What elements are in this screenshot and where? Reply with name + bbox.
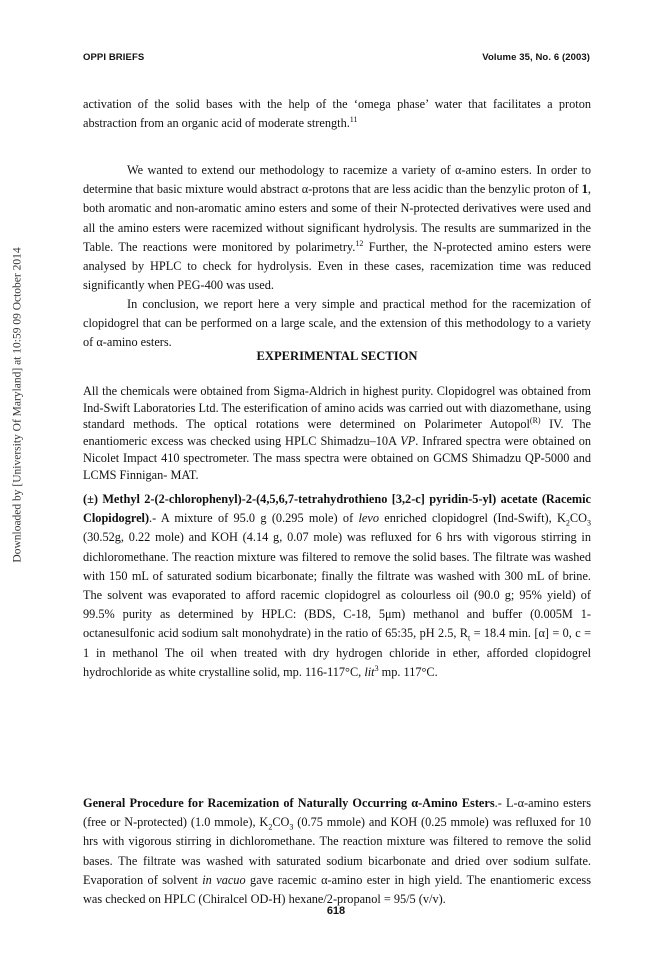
section-heading: EXPERIMENTAL SECTION — [256, 349, 418, 363]
paragraph-text: (30.52g, 0.22 mole) and KOH (4.14 g, 0.07 mole) was refluxed for 6 hrs with vigorous stirring in dichloromethane. The reaction mixture was filtered to remove the solid bases. The filtrate was washed with 150 mL of saturated sodium bicarbonate; finally the filtrate was washed with 300 mL of brine. The solvent was evaporated to afford racemic clopidogrel as colourless oil (90.0 g; 95% yield) of 99.5% purity as determined by HPLC: (BDS, C-18, 5μm) methanol and buffer (0.005M 1-octanesulfonic acid sodium salt monohydrate) in the ratio of 65:35, pH 2.5, R — [83, 530, 591, 641]
paragraph-text: .- A mixture of 95.0 g (0.295 mole) of — [149, 511, 359, 526]
reference-marker: 11 — [349, 115, 358, 125]
paragraph-text: We wanted to extend our methodology to racemize a variety of α-amino esters. In order to determine that basic mixture would abstract α-protons that are less acidic than the benzylic proton of — [83, 163, 591, 197]
italic-term: levo — [358, 511, 379, 526]
paragraph-text: All the chemicals were obtained from Sigma-Aldrich in highest purity. Clopidogrel was obtained from Ind-Swift Laboratories Ltd. The esterification of amino acids was carried out with diazomethane, using standard methods. The optical rotations were determined on Polarimeter Autopol — [83, 384, 591, 432]
reference-marker: 3 — [374, 663, 379, 673]
subscript: 2 — [565, 518, 570, 528]
paragraph-text: enriched clopidogrel (Ind-Swift), K — [378, 511, 566, 526]
running-header-journal: OPPI BRIEFS — [83, 52, 145, 63]
subscript: 3 — [586, 518, 591, 528]
paragraph-text: CO — [272, 815, 290, 830]
paragraph-text: = 18.4 min. [α] = 0, c = 1 in methanol The oil when treated with dry hydrogen chloride in ether, afforded clopidogrel hydrochloride as white crystalline solid, mp. 116-117°C, — [83, 626, 591, 679]
paragraph-text: mp. 117°C. — [378, 664, 438, 679]
registered-mark: (R) — [529, 416, 541, 426]
compound-number: 1 — [581, 182, 588, 197]
paragraph-amino-esters — [83, 161, 591, 295]
model-suffix: VP — [400, 434, 416, 449]
paragraph-text: In conclusion, we report here a very simple and practical method for the racemization of clopidogrel that can be performed on a large scale, and the extension of this methodology to a variety of α-amino esters. — [83, 297, 591, 350]
paragraph-conclusion — [83, 295, 591, 353]
paragraph-experimental-general — [83, 383, 591, 483]
paragraph-text: , both aromatic and non-aromatic amino esters and some of their N-protected derivatives were used and all the amino esters were racemized without significant hydrolysis. The results are summarized in the Table. The reactions were monitored by polarimetry. — [83, 182, 591, 254]
subscript: 2 — [268, 822, 273, 832]
paragraph-text: CO — [569, 511, 587, 526]
paragraph-general-procedure — [83, 794, 591, 909]
paragraph-text: gave racemic α-amino ester in high yield. The enantiomeric excess was checked on HPLC (Chiralcel OD-H) hexane/2-propanol = 95/5 (v/v). — [83, 872, 591, 907]
italic-term: in vacuo — [202, 872, 246, 887]
paragraph-omega-phase — [83, 95, 591, 133]
download-watermark — [8, 195, 28, 615]
paragraph-text: IV. The enantiomeric excess was checked using HPLC Shimadzu–10A — [83, 417, 591, 449]
paragraph-text: Further, the N-protected amino esters were analysed by HPLC to check for hydrolysis. Even in these cases, racemization time was reduced significantly when PEG-400 was used. — [83, 239, 591, 293]
reference-marker: 12 — [355, 238, 364, 248]
page-number: 618 — [326, 905, 346, 917]
italic-term: lit — [364, 664, 375, 679]
subscript: 3 — [289, 822, 294, 832]
paragraph-racemic-clopidogrel — [83, 490, 591, 682]
subscript: t — [467, 633, 471, 643]
paragraph-text: activation of the solid bases with the help of the ‘omega phase’ water that facilitates a proton abstraction from an organic acid of moderate strength. — [83, 97, 591, 131]
procedure-heading: General Procedure for Racemization of Naturally Occurring α-Amino Esters — [83, 796, 495, 810]
download-watermark-text: Downloaded by [University Of Maryland] at 10:59 09 October 2014 — [12, 247, 25, 563]
paragraph-text: (0.75 mmole) and KOH (0.25 mmole) was refluxed for 10 hrs with vigorous stirring in dichloromethane. The reaction mixture was filtered to remove the solid bases. The filtrate was washed with saturated sodium bicarbonate and dried over sodium sulfate. Evaporation of solvent — [83, 815, 591, 887]
procedure-heading: (±) Methyl 2-(2-chlorophenyl)-2-(4,5,6,7-tetrahydrothieno [3,2-c] pyridin-5-yl) acetate (Racemic Clopidogrel) — [83, 492, 591, 526]
running-header-volume: Volume 35, No. 6 (2003) — [482, 52, 590, 63]
paragraph-text: . Infrared spectra were obtained on Nicolet Impact 410 spectrometer. The mass spectra were obtained on GCMS Shimadzu QP-5000 and LCMS Finnigan- MAT. — [83, 434, 591, 482]
paragraph-text: .- L-α-amino esters (free or N-protected) (1.0 mmole), K — [83, 796, 591, 830]
